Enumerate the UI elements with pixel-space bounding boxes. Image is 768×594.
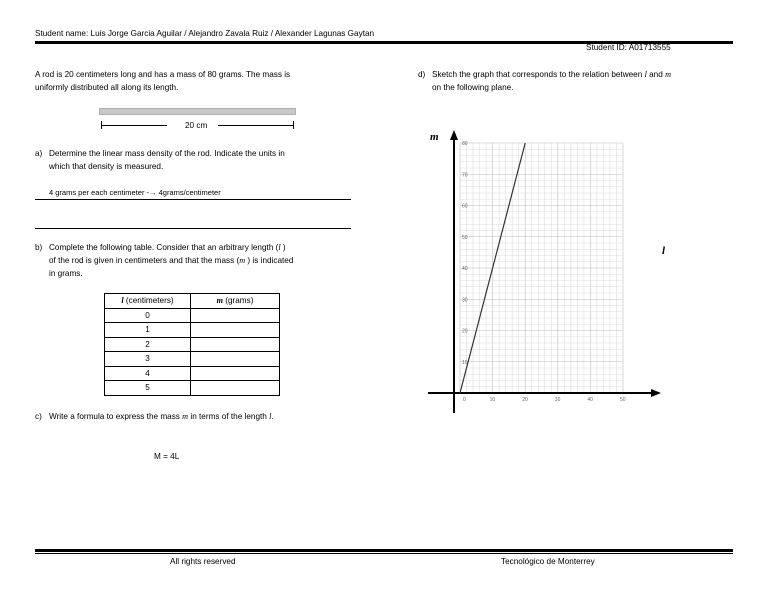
- part-a-line-2: which that density is measured.: [49, 162, 164, 171]
- table-cell-mass[interactable]: [191, 323, 280, 338]
- y-tick-label: 30: [462, 297, 468, 304]
- x-tick-label: 0: [463, 397, 466, 403]
- part-d-marker: d): [418, 70, 426, 79]
- answer-line-1: [35, 199, 351, 200]
- part-b-text: Complete the following table. Consider that an arbitrary length (: [49, 243, 279, 252]
- grid-lines: [460, 143, 623, 393]
- part-c-line: [49, 411, 274, 423]
- table-header-length: [105, 294, 191, 309]
- y-tick-label: 50: [462, 234, 468, 241]
- part-d-line-2: on the following plane.: [432, 83, 514, 92]
- x-tick-label: 10: [489, 397, 496, 403]
- x-axis-label: l: [662, 245, 666, 257]
- table-cell-length: 2: [105, 337, 191, 352]
- var-l: l: [121, 296, 124, 306]
- part-d-line-1: [432, 69, 671, 81]
- table-row: [105, 323, 280, 338]
- student-name: Student name: Luis Jorge Garcia Aguilar / Alejandro Zavala Ruiz / Alexander Lagunas Gaytan: [35, 29, 375, 38]
- footer-institution: Tecnológico de Monterrey: [501, 557, 595, 566]
- table-cell-mass[interactable]: [191, 381, 280, 396]
- part-b-line-3: in grams.: [49, 269, 83, 278]
- part-c-text: in terms of the length: [188, 412, 270, 421]
- part-b-text: ): [280, 243, 286, 252]
- intro-line-1: A rod is 20 centimeters long and has a mass of 80 grams. The mass is: [35, 70, 291, 79]
- x-tick-label: 30: [554, 397, 561, 403]
- part-c-text: Write a formula to express the mass: [49, 412, 183, 421]
- y-tick-label: 70: [462, 172, 468, 179]
- part-a-answer: 4 grams per each centimeter -→ 4grams/centimeter: [49, 188, 221, 197]
- rod-dimension-tick-right: [293, 121, 294, 129]
- x-tick-label: 40: [587, 397, 593, 403]
- part-a-line-1: Determine the linear mass density of the rod. Indicate the units in: [49, 149, 285, 158]
- part-b-line-1: [49, 242, 286, 254]
- table-row: [105, 366, 280, 381]
- table-cell-mass[interactable]: [191, 352, 280, 367]
- table-row: [105, 308, 280, 323]
- var-l: l: [269, 412, 272, 421]
- student-id: Student ID: A01713555: [586, 43, 671, 52]
- table-header-row: [105, 294, 280, 309]
- table-cell-length: 3: [105, 352, 191, 367]
- answer-line-2: [35, 228, 351, 229]
- part-d-text: Sketch the graph that corresponds to the relation between: [432, 70, 645, 79]
- part-b-marker: b): [35, 243, 43, 252]
- rod-illustration: [99, 108, 296, 115]
- part-d-text: and: [646, 70, 666, 79]
- y-axis-arrow-icon: [450, 130, 458, 140]
- part-c-answer: M = 4L: [154, 452, 180, 461]
- var-l: l: [278, 243, 281, 252]
- table-row: [105, 381, 280, 396]
- table-cell-mass[interactable]: [191, 308, 280, 323]
- table-row: [105, 352, 280, 367]
- var-l: l: [644, 70, 647, 79]
- length-mass-table: [104, 293, 280, 396]
- y-axis-label: m: [430, 131, 439, 143]
- header-unit: (grams): [225, 296, 254, 306]
- part-b-text: ) is indicated: [245, 256, 294, 265]
- x-axis-arrow-icon: [651, 389, 661, 397]
- var-m: m: [182, 412, 189, 421]
- x-tick-label: 20: [522, 397, 528, 403]
- part-b-line-2: [49, 255, 293, 267]
- footer-rule: [35, 549, 733, 552]
- part-a-marker: a): [35, 149, 43, 158]
- footer-rule-thin: [35, 553, 733, 554]
- var-m: m: [239, 256, 246, 265]
- var-m: m: [216, 296, 223, 306]
- table-cell-length: 5: [105, 381, 191, 396]
- part-b-text: of the rod is given in centimeters and that the mass (: [49, 256, 240, 265]
- footer-copyright: All rights reserved: [170, 557, 236, 566]
- table-row: [105, 337, 280, 352]
- x-tick-label: 50: [620, 397, 626, 403]
- y-tick-label: 80: [462, 141, 468, 147]
- graph-plane: [420, 128, 670, 418]
- rod-dimension-line-left: [101, 125, 167, 126]
- part-c-marker: c): [35, 412, 42, 421]
- y-tick-label: 40: [462, 266, 468, 272]
- table-cell-mass[interactable]: [191, 337, 280, 352]
- table-cell-length: 0: [105, 308, 191, 323]
- header-unit: (centimeters): [125, 296, 174, 306]
- y-tick-label: 20: [462, 328, 468, 335]
- intro-line-2: uniformly distributed all along its length.: [35, 83, 179, 92]
- rod-dimension-line-right: [218, 125, 294, 126]
- table-header-mass: [191, 294, 280, 309]
- y-tick-label: 10: [462, 359, 468, 366]
- rod-length-label: 20 cm: [185, 121, 208, 130]
- y-tick-label: 60: [462, 203, 468, 210]
- table-cell-length: 1: [105, 323, 191, 338]
- part-c-text: .: [271, 412, 274, 421]
- rod-dimension-tick-left: [101, 121, 102, 129]
- table-cell-mass[interactable]: [191, 366, 280, 381]
- var-m: m: [665, 70, 671, 79]
- table-cell-length: 4: [105, 366, 191, 381]
